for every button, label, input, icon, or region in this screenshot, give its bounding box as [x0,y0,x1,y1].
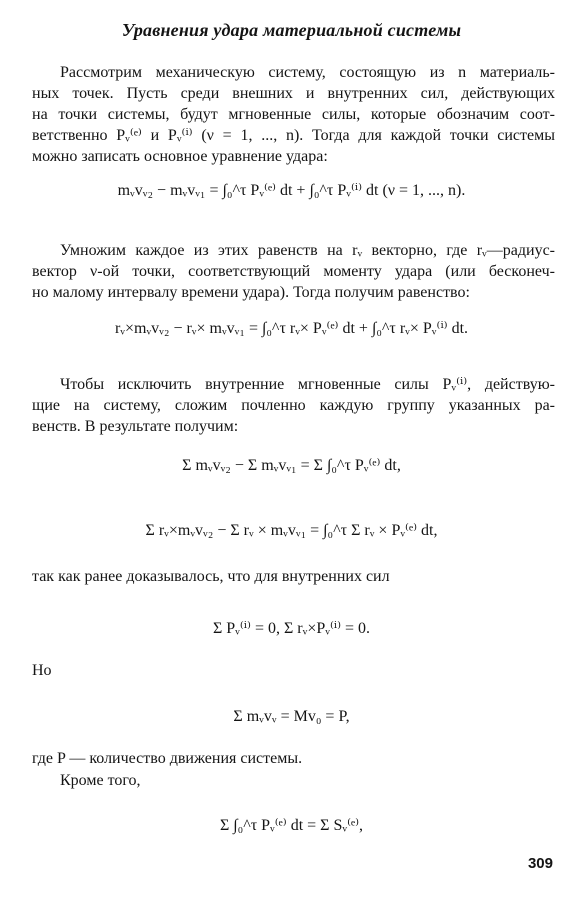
equation-5 [0,618,583,638]
paragraph-5: где P — количество движения системы. [32,750,303,767]
equation-text: Σ mᵥvᵥ = Mv₀ = P, [233,708,350,725]
text-line: Умножим каждое из этих равенств на rᵥ векторно, где rᵥ—радиус- [60,242,555,259]
paragraph-2 [32,240,555,303]
text-line: Чтобы исключить внутренние мгновенные силы Pᵥ⁽ⁱ⁾, действую- [60,376,555,393]
equation-3 [0,455,583,475]
paragraph-3 [32,374,555,437]
equation-text: mᵥvᵥ₂ − mᵥvᵥ₁ = ∫₀^τ Pᵥ⁽ᵉ⁾ dt + ∫₀^τ Pᵥ⁽ⁱ⁾ dt (ν = 1, ..., n). [117,182,466,199]
text-line: можно записать основное уравнение удара: [32,148,328,165]
word-no: Но [32,662,52,679]
text-line: ветственно Pᵥ⁽ᵉ⁾ и Pᵥ⁽ⁱ⁾ (ν = 1, ..., n). Тогда для каждой точки системы [32,127,555,144]
paragraph-4: так как ранее доказывалось, что для внутренних сил [32,568,390,585]
equation-text: Σ ∫₀^τ Pᵥ⁽ᵉ⁾ dt = Σ Sᵥ⁽ᵉ⁾, [219,817,364,834]
equation-text: Σ mᵥvᵥ₂ − Σ mᵥvᵥ₁ = Σ ∫₀^τ Pᵥ⁽ᵉ⁾ dt, [182,457,401,474]
paragraph-6: Кроме того, [60,772,141,789]
paragraph-1 [32,62,555,167]
equation-6 [0,708,583,726]
equation-text: rᵥ×mᵥvᵥ₂ − rᵥ× mᵥvᵥ₁ = ∫₀^τ rᵥ× Pᵥ⁽ᵉ⁾ dt + ∫₀^τ rᵥ× Pᵥ⁽ⁱ⁾ dt. [114,320,469,337]
text-line: венств. В результате получим: [32,418,239,435]
text-line: но малому интервалу времени удара). Тогда получим равенство: [32,284,470,301]
section-title: Уравнения удара материальной системы [121,20,462,40]
text-line: вектор ν-ой точки, соответствующий моменту удара (или бесконеч- [32,263,555,280]
text-line: на точки системы, будут мгновенные силы, которые обозначим соот- [32,106,555,123]
equation-text: Σ rᵥ×mᵥvᵥ₂ − Σ rᵥ × mᵥvᵥ₁ = ∫₀^τ Σ rᵥ × Pᵥ⁽ᵉ⁾ dt, [145,522,438,539]
page-number: 309 [527,855,553,872]
text-line: ных точек. Пусть среди внешних и внутренних сил, действующих [32,85,555,102]
equation-4 [0,520,583,540]
equation-1 [0,180,583,200]
text-line: щие на систему, сложим почленно каждую группу указанных ра- [32,397,555,414]
equation-7 [0,815,583,835]
equation-text: Σ Pᵥ⁽ⁱ⁾ = 0, Σ rᵥ×Pᵥ⁽ⁱ⁾ = 0. [212,620,371,637]
equation-2 [0,318,583,338]
text-line: Рассмотрим механическую систему, состоящую из n материаль- [60,64,555,81]
